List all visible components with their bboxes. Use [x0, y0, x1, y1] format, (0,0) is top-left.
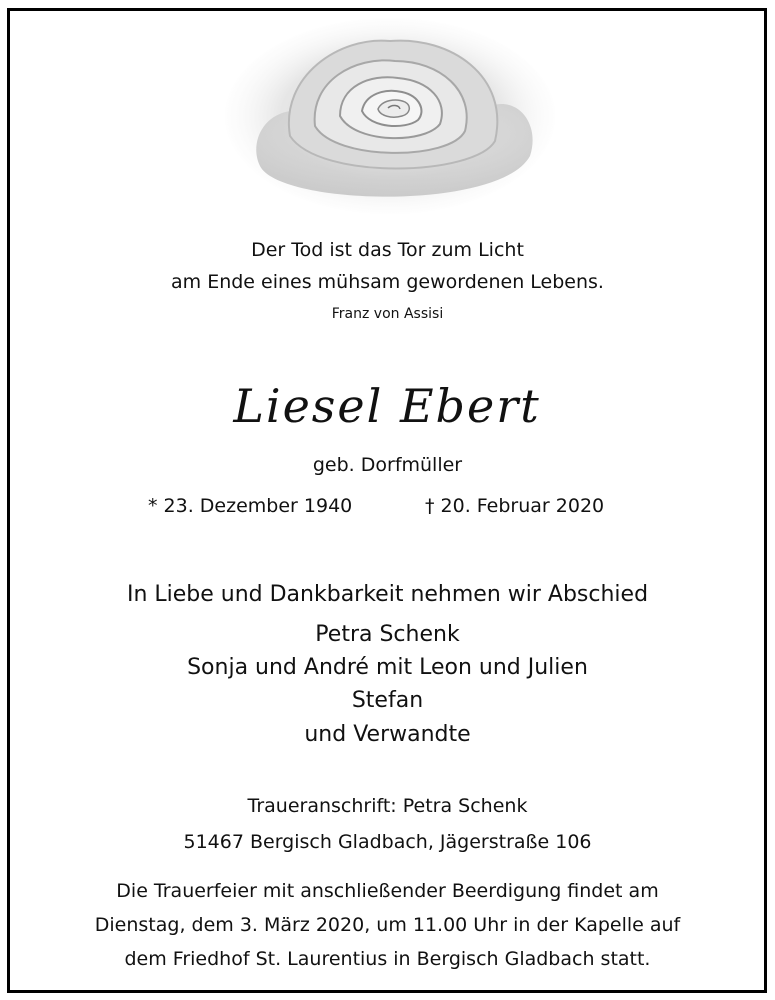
epigraph-author: Franz von Assisi [331, 306, 444, 322]
farewell-intro: In Liebe und Dankbarkeit nehmen wir Abschied [126, 582, 649, 607]
service-line-3: dem Friedhof St. Laurentius in Bergisch Gladbach statt. [124, 948, 651, 970]
epigraph-line-1: Der Tod ist das Tor zum Licht [251, 239, 524, 261]
rose-icon [220, 16, 560, 216]
service-line-1: Die Trauerfeier mit anschließender Beerdigung findet am [116, 880, 659, 902]
deceased-name [215, 372, 560, 442]
service-line-2: Dienstag, dem 3. März 2020, um 11.00 Uhr in der Kapelle auf [94, 914, 681, 936]
mourner-1: Petra Schenk [315, 622, 460, 647]
mourner-2: Sonja und André mit Leon und Julien [187, 655, 588, 680]
address-line-2: 51467 Bergisch Gladbach, Jägerstraße 106 [183, 831, 592, 853]
birth-date: * 23. Dezember 1940 [148, 495, 353, 517]
mourner-4: und Verwandte [304, 722, 471, 747]
death-date: † 20. Februar 2020 [425, 495, 605, 517]
maiden-name: geb. Dorfmüller [312, 454, 463, 476]
deceased-name-text: Liesel Ebert [233, 379, 541, 433]
mourner-3: Stefan [351, 688, 424, 713]
address-line-1: Traueranschrift: Petra Schenk [247, 795, 528, 817]
life-dates [0, 495, 775, 521]
epigraph-line-2: am Ende eines mühsam gewordenen Lebens. [171, 271, 604, 293]
